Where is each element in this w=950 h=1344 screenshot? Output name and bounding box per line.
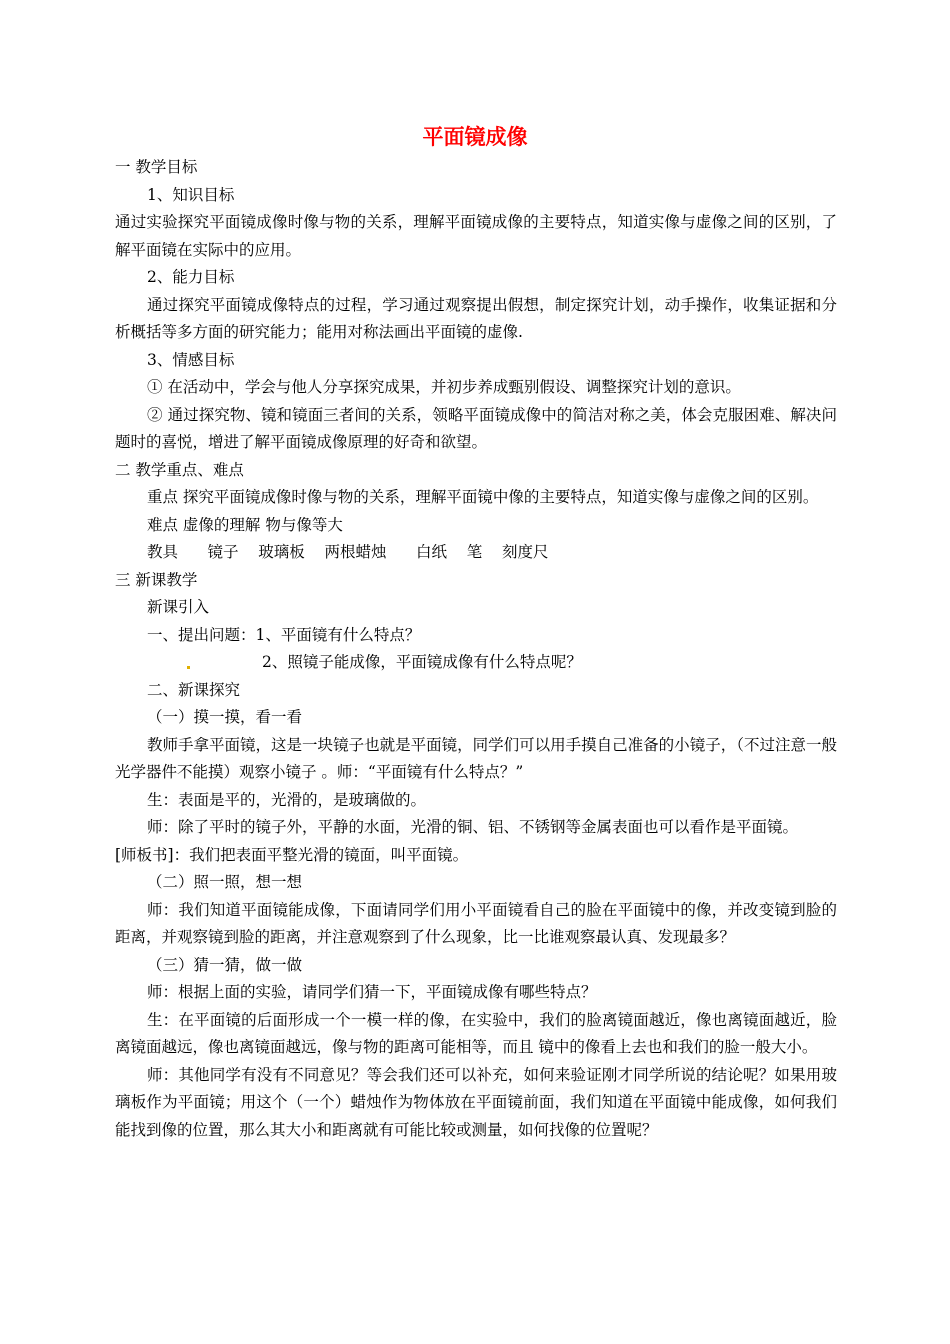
question-1: 一、提出问题：1、平面镜有什么特点？ (147, 625, 421, 644)
subheading-intro: 新课引入 (147, 598, 210, 616)
section-heading-new-lesson: 三 新课教学 (115, 570, 198, 589)
paragraph-emotion-1: ① 在活动中，学会与他人分享探究成果，并初步养成甄别假设、调整探究计划的意识。 (147, 378, 741, 396)
part-1-paragraph-1: 教师手拿平面镜，这是一块镜子也就是平面镜，同学们可以用手摸自己准备的小镜子，（不过注意一般光学器件不能摸）观察小镜子 。师：“平面镜有什么特点？” (115, 735, 837, 781)
document-body (115, 154, 837, 1144)
subheading-knowledge: 1、知识目标 (147, 185, 235, 204)
section-heading-key-points: 二 教学重点、难点 (115, 460, 244, 479)
subheading-explore: 二、新课探究 (147, 680, 241, 699)
paragraph-difficulty: 难点 虚像的理解 物与像等大 (147, 515, 343, 534)
part-3-paragraph-2: 生：在平面镜的后面形成一个一模一样的像，在实验中，我们的脸离镜面越近，像也离镜面越近，脸离镜面越远，像也离镜面越远，像与物的距离可能相等，而且 镜中的像看上去也和我们的脸一般大小。 (115, 1010, 837, 1056)
paragraph-ability: 通过探究平面镜成像特点的过程，学习通过观察提出假想，制定探究计划，动手操作，收集证据和分析概括等多方面的研究能力；能用对称法画出平面镜的虚像. (115, 295, 837, 341)
part-3-paragraph-3: 师：其他同学有没有不同意见？等会我们还可以补充，如何来验证刚才同学所说的结论呢？如果用玻璃板作为平面镜；用这个（一个）蜡烛作为物体放在平面镜前面，我们知道在平面镜中能成像，如何我们能找到像的位置，那么其大小和距离就有可能比较或测量，如何找像的位置呢？ (115, 1065, 837, 1139)
section-heading-goals: 一 教学目标 (115, 158, 198, 176)
paragraph-emotion-2: ② 通过探究物、镜和镜面三者间的关系，领略平面镜成像中的简洁对称之美，体会克服困难、解决问题时的喜悦，增进了解平面镜成像原理的好奇和欲望。 (115, 405, 837, 451)
part-3-paragraph-1: 师：根据上面的实验，请同学们猜一下，平面镜成像有哪些特点？ (147, 983, 597, 1001)
part-1-board-note: [师板书]：我们把表面平整光滑的镜面，叫平面镜。 (115, 845, 469, 864)
part-2-paragraph-1: 师：我们知道平面镜能成像，下面请同学们用小平面镜看自己的脸在平面镜中的像，并改变镜到脸的距离，并观察镜到脸的距离，并注意观察到了什么现象，比一比谁观察最认真、发现最多？ (115, 900, 837, 946)
part-1-heading: （一）摸一摸，看一看 (147, 708, 303, 726)
paragraph-key-point: 重点 探究平面镜成像时像与物的关系，理解平面镜中像的主要特点，知道实像与虚像之间的区别。 (147, 488, 819, 506)
paragraph-tools: 教具 镜子 玻璃板 两根蜡烛 白纸 笔 刻度尺 (147, 543, 549, 561)
question-2-row (115, 649, 837, 677)
part-3-heading: （三）猜一猜，做一做 (147, 955, 303, 974)
part-1-paragraph-2: 生：表面是平的，光滑的，是玻璃做的。 (147, 790, 427, 809)
subheading-ability: 2、能力目标 (147, 268, 235, 286)
question-2: 2、照镜子能成像，平面镜成像有什么特点呢？ (262, 653, 582, 671)
part-2-heading: （二）照一照，想一想 (147, 873, 303, 891)
subheading-emotion: 3、情感目标 (147, 350, 235, 369)
paragraph-knowledge: 通过实验探究平面镜成像时像与物的关系，理解平面镜成像的主要特点，知道实像与虚像之间的区别，了解平面镜在实际中的应用。 (115, 213, 837, 259)
document-title: 平面镜成像 (422, 125, 528, 149)
yellow-mark (187, 666, 190, 669)
part-1-paragraph-3: 师：除了平时的镜子外，平静的水面，光滑的铜、铝、不锈钢等金属表面也可以看作是平面镜。 (147, 818, 799, 836)
